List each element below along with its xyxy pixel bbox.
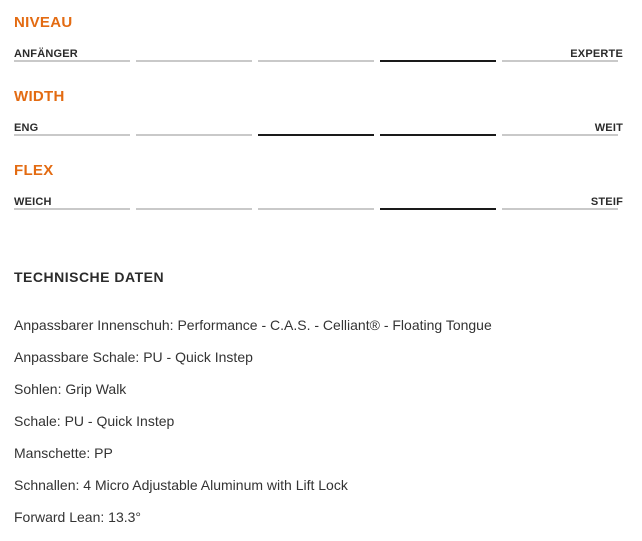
- spec-item: Schale: PU - Quick Instep: [14, 413, 175, 429]
- rating-segment-5: [502, 60, 618, 62]
- rating-segment-1: [14, 208, 130, 210]
- scale-max-label: EXPERTE: [570, 48, 623, 60]
- spec-item: Forward Lean: 13.3°: [14, 509, 142, 525]
- rating-scale: [14, 208, 619, 211]
- rating-segment-3: [258, 208, 374, 210]
- rating-segment-2: [136, 60, 252, 62]
- rating-segment-2: [136, 208, 252, 210]
- scale-max-label: STEIF: [590, 196, 623, 208]
- rating-title: WIDTH: [14, 88, 65, 105]
- rating-segment-5: [502, 208, 618, 210]
- scale-min-label: ANFÄNGER: [14, 48, 78, 60]
- scale-min-label: WEICH: [14, 196, 52, 208]
- spec-item: Schnallen: 4 Micro Adjustable Aluminum with Lift Lock: [14, 477, 348, 493]
- rating-scale: [14, 60, 619, 63]
- spec-item: Anpassbarer Innenschuh: Performance - C.A.S. - Celliant® - Floating Tongue: [14, 317, 492, 333]
- rating-segment-3: [258, 60, 374, 62]
- rating-title: FLEX: [14, 162, 54, 179]
- rating-segment-1: [14, 134, 130, 136]
- rating-segment-1: [14, 60, 130, 62]
- rating-segment-5: [502, 134, 618, 136]
- section-title: TECHNISCHE DATEN: [14, 269, 165, 285]
- spec-item: Sohlen: Grip Walk: [14, 381, 127, 397]
- rating-scale: [14, 134, 619, 137]
- rating-title: NIVEAU: [14, 14, 73, 31]
- rating-segment-3: [258, 134, 374, 136]
- spec-item: Manschette: PP: [14, 445, 113, 461]
- rating-segment-4: [380, 134, 496, 136]
- rating-segment-2: [136, 134, 252, 136]
- spec-item: Anpassbare Schale: PU - Quick Instep: [14, 349, 253, 365]
- rating-segment-4: [380, 60, 496, 62]
- scale-max-label: WEIT: [594, 122, 623, 134]
- rating-segment-4: [380, 208, 496, 210]
- scale-min-label: ENG: [14, 122, 39, 134]
